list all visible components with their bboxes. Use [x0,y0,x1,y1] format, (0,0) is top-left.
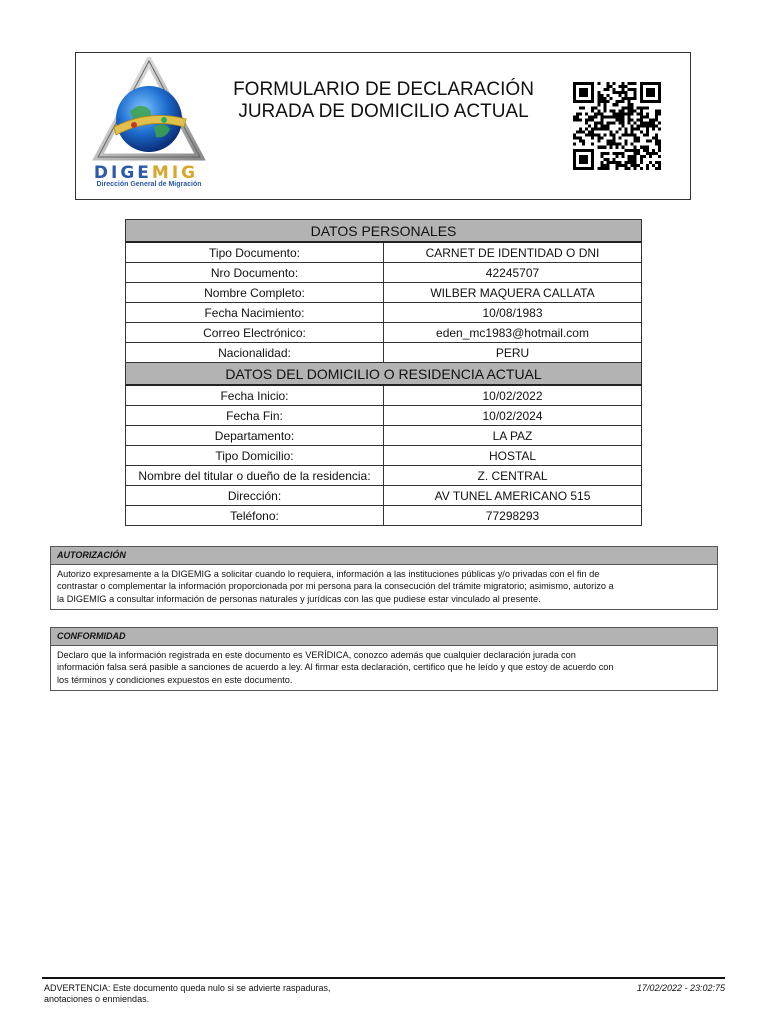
field-value: WILBER MAQUERA CALLATA [384,283,642,303]
field-label: Fecha Nacimiento: [126,303,384,323]
field-label: Nacionalidad: [126,343,384,363]
logo-wordmark: DIGEMIG [93,163,199,183]
field-label: Nro Documento: [126,263,384,283]
section-title: DATOS PERSONALES [126,220,642,243]
field-label: Correo Electrónico: [126,323,384,343]
conformity-panel [50,627,718,691]
field-label: Fecha Inicio: [126,385,384,406]
field-label: Fecha Fin: [126,406,384,426]
section-header [126,363,642,386]
table-row [126,446,642,466]
field-label: Tipo Documento: [126,242,384,263]
field-label: Teléfono: [126,506,384,526]
authorization-text: Autorizo expresamente a la DIGEMIG a solicitar cuando lo requiera, información a las instituciones públicas y/o privadas con el fin de contrastar o complementar la información proporcionada por mi persona para la consecución del trámite migratorio; asimismo, autorizo a la DIGEMIG a consultar información de personas naturales y jurídicas con las que pudiese estar vinculado al presente. [57,569,614,604]
table-row [126,283,642,303]
field-value: LA PAZ [384,426,642,446]
field-value: 10/08/1983 [384,303,642,323]
conformity-title: CONFORMIDAD [51,628,717,646]
footer-warning: ADVERTENCIA: Este documento queda nulo si se advierte raspaduras, anotaciones o enmiendas. [44,983,331,1004]
table-row [126,242,642,263]
section-header [126,220,642,243]
field-label: Dirección: [126,486,384,506]
field-label: Departamento: [126,426,384,446]
table-row [126,343,642,363]
table-row [126,506,642,526]
table-row [126,385,642,406]
field-value: Z. CENTRAL [384,466,642,486]
field-value: PERU [384,343,642,363]
field-value: HOSTAL [384,446,642,466]
field-value: CARNET DE IDENTIDAD O DNI [384,242,642,263]
authorization-panel [50,546,718,610]
field-value: eden_mc1983@hotmail.com [384,323,642,343]
title-line-2: JURADA DE DOMICILIO ACTUAL [238,101,529,122]
table-row [126,466,642,486]
field-value: 42245707 [384,263,642,283]
footer-timestamp: 17/02/2022 - 23:02:75 [636,983,725,993]
conformity-text: Declaro que la información registrada en este documento es VERÍDICA, conozco además que cualquier declaración jurada con información falsa será pasible a sanciones de acuerdo a ley. Al firmar esta declaración, certifico que he leído y que estoy de acuerdo con los términos y condiciones expuestos en este documento. [57,650,614,685]
field-label: Tipo Domicilio: [126,446,384,466]
section-title: DATOS DEL DOMICILIO O RESIDENCIA ACTUAL [126,363,642,386]
field-value: 10/02/2024 [384,406,642,426]
table-row [126,263,642,283]
table-row [126,426,642,446]
field-value: 77298293 [384,506,642,526]
table-row [126,486,642,506]
qr-code [573,82,661,170]
document-title [226,79,541,123]
field-value: AV TUNEL AMERICANO 515 [384,486,642,506]
footer-divider [42,977,725,979]
table-row [126,323,642,343]
declaration-table [125,219,642,526]
logo-subtitle: Dirección General de Migración [96,181,202,188]
document-header [75,52,691,200]
table-row [126,303,642,323]
authorization-title: AUTORIZACIÓN [51,547,717,565]
table-row [126,406,642,426]
field-value: 10/02/2022 [384,385,642,406]
field-label: Nombre del titular o dueño de la residencia: [126,466,384,486]
title-line-1: FORMULARIO DE DECLARACIÓN [233,79,534,100]
field-label: Nombre Completo: [126,283,384,303]
